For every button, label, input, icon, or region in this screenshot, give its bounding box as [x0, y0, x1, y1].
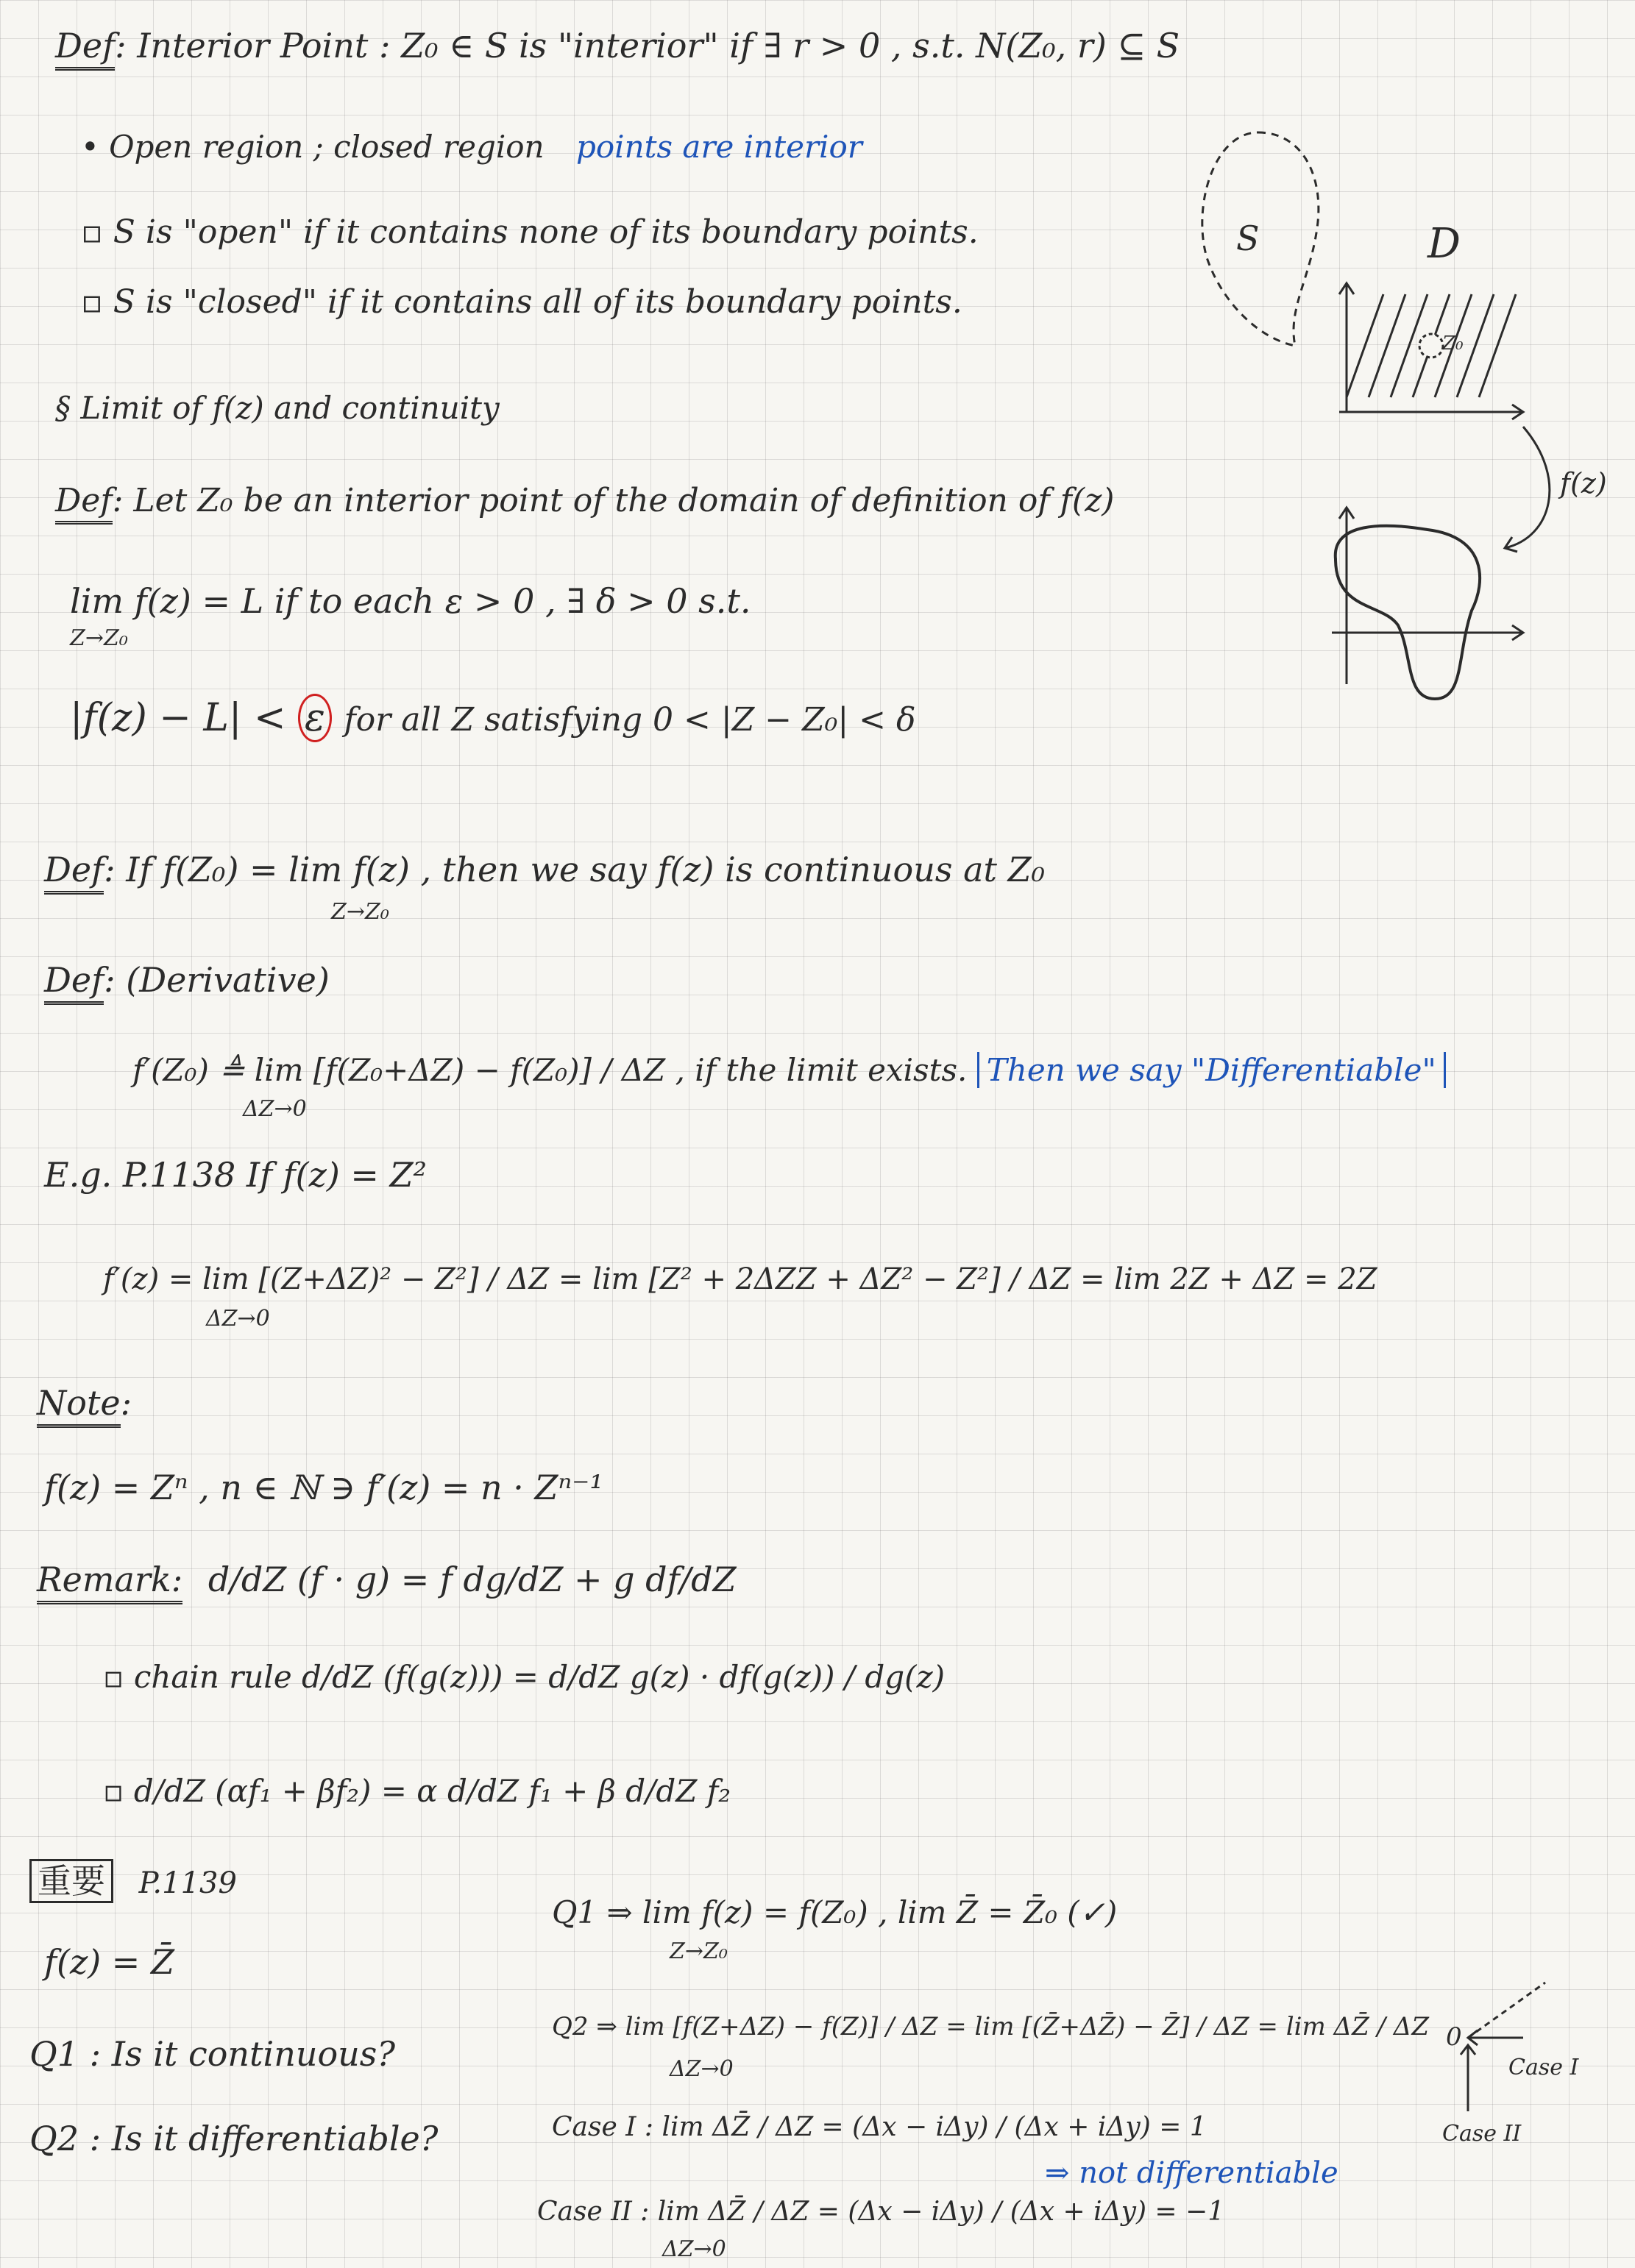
- image-region: [1336, 526, 1480, 699]
- deriv-sub: ΔZ→0: [243, 1096, 307, 1122]
- case-direction-diagram: [1435, 1986, 1582, 2155]
- mapping-arrow: [1505, 427, 1550, 548]
- deriv-formula: f′(Z₀) ≜ lim [f(Z₀+ΔZ) − f(Z₀)] / ΔZ , if the limit exists.: [132, 1052, 968, 1088]
- page-ref: P.1139: [138, 1866, 237, 1900]
- case-sub: ΔZ→0: [662, 2236, 726, 2262]
- def-deriv-text: : (Derivative): [104, 960, 330, 1000]
- eg-calc-line: f′(z) = lim [(Z+ΔZ)² − Z²] / ΔZ = lim [Z² + 2ΔZZ + ΔZ² − Z²] / ΔZ = lim 2Z + ΔZ = 2Z: [103, 1262, 1377, 1296]
- q1-sub: Z→Z₀: [670, 1938, 728, 1964]
- note-heading: [37, 1383, 132, 1423]
- case1-line: Case I : lim ΔZ̄ / ΔZ = (Δx − iΔy) / (Δx + iΔy) = 1: [552, 2112, 1207, 2142]
- s-closed-line: ▫ S is "closed" if it contains all of its boundary points.: [81, 283, 962, 321]
- open-region-line: [81, 129, 862, 166]
- def-limit-line: [55, 482, 1114, 521]
- case2-line: Case II : lim ΔZ̄ / ΔZ = (Δx − iΔy) / (Δx + iΔy) = −1: [537, 2197, 1225, 2227]
- important-line: [29, 1861, 237, 1902]
- note-label: Note: [37, 1383, 121, 1428]
- remark-line: [37, 1560, 737, 1600]
- cont-sub: Z→Z₀: [331, 899, 389, 925]
- map-label: f(z): [1560, 467, 1607, 500]
- eg-sub: ΔZ→0: [206, 1306, 270, 1332]
- z0-label: Z₀: [1442, 333, 1464, 355]
- def-label: Def: [44, 850, 104, 895]
- epsilon-circled: ε: [298, 694, 332, 742]
- def-label: Def: [55, 26, 115, 71]
- case2-label: Case II: [1442, 2121, 1522, 2147]
- note-colon: :: [120, 1383, 132, 1423]
- q2-sub: ΔZ→0: [670, 2056, 734, 2082]
- chain-rule-line: ▫ chain rule d/dZ (f(g(z))) = d/dZ g(z) · df(g(z)) / dg(z): [103, 1659, 946, 1695]
- q2-answer: Q2 ⇒ lim [f(Z+ΔZ) − f(Z)] / ΔZ = lim [(Z̄+ΔZ̄) − Z̄] / ΔZ = lim ΔZ̄ / ΔZ: [552, 2012, 1429, 2041]
- case1-label: Case I: [1508, 2055, 1579, 2080]
- s-open-line: ▫ S is "open" if it contains none of its boundary points.: [81, 213, 979, 251]
- q2-line: Q2 : Is it differentiable?: [29, 2119, 439, 2158]
- deriv-formula-line: [132, 1052, 1446, 1089]
- def-cont-line: [44, 850, 1045, 890]
- open-region-text: • Open region ; closed region: [81, 129, 545, 165]
- abs-left: |f(z) − L| <: [70, 696, 286, 740]
- not-differentiable-note: ⇒ not differentiable: [1045, 2156, 1338, 2190]
- deriv-note: Then we say "Differentiable": [977, 1052, 1446, 1088]
- def-interior-line: [55, 26, 1180, 66]
- important-box: 重要: [29, 1859, 113, 1903]
- note-formula: f(z) = Zⁿ , n ∈ ℕ ∋ f′(z) = n · Zⁿ⁻¹: [44, 1468, 603, 1507]
- limit-heading: § Limit of f(z) and continuity: [55, 390, 500, 426]
- def-deriv-line: [44, 960, 330, 1000]
- domain-mapping-figure: [1339, 213, 1607, 728]
- q1-answer: Q1 ⇒ lim f(z) = f(Z₀) , lim Z̄ = Z̄₀ (✓): [552, 1894, 1118, 1930]
- domain-label: D: [1427, 220, 1461, 268]
- def-label: Def: [44, 960, 104, 1005]
- points-interior-note: points are interior: [575, 129, 862, 165]
- q1-line: Q1 : Is it continuous?: [29, 2034, 396, 2074]
- abs-line: [70, 695, 916, 741]
- lim-def-line: lim f(z) = L if to each ε > 0 , ∃ δ > 0 s.t.: [70, 581, 751, 621]
- fz-conj-line: f(z) = Z̄: [44, 1942, 174, 1982]
- def-interior-text: : Interior Point : Z₀ ∈ S is "interior" if ∃ r > 0 , s.t. N(Z₀, r) ⊆ S: [115, 26, 1180, 65]
- remark-formula: d/dZ (f · g) = f dg/dZ + g df/dZ: [208, 1560, 737, 1599]
- set-s-sketch: [1177, 118, 1324, 360]
- diagonal-dashed: [1468, 1983, 1545, 2038]
- def-label: Def: [55, 482, 113, 525]
- remark-label: Remark:: [37, 1560, 182, 1604]
- origin-label: 0: [1446, 2022, 1462, 2052]
- z0-neighborhood: [1419, 334, 1443, 358]
- set-s-label: S: [1236, 218, 1260, 258]
- def-cont-text: : If f(Z₀) = lim f(z) , then we say f(z) is continuous at Z₀: [104, 850, 1046, 889]
- abs-right: for all Z satisfying 0 < |Z − Z₀| < δ: [344, 701, 916, 739]
- linearity-line: ▫ d/dZ (αf₁ + βf₂) = α d/dZ f₁ + β d/dZ f₂: [103, 1773, 731, 1809]
- set-s-boundary: [1202, 132, 1319, 346]
- eg-line: E.g. P.1138 If f(z) = Z²: [44, 1155, 427, 1195]
- lim-sub: Z→Z₀: [70, 625, 128, 651]
- def-limit-text: : Let Z₀ be an interior point of the domain of definition of f(z): [112, 482, 1115, 519]
